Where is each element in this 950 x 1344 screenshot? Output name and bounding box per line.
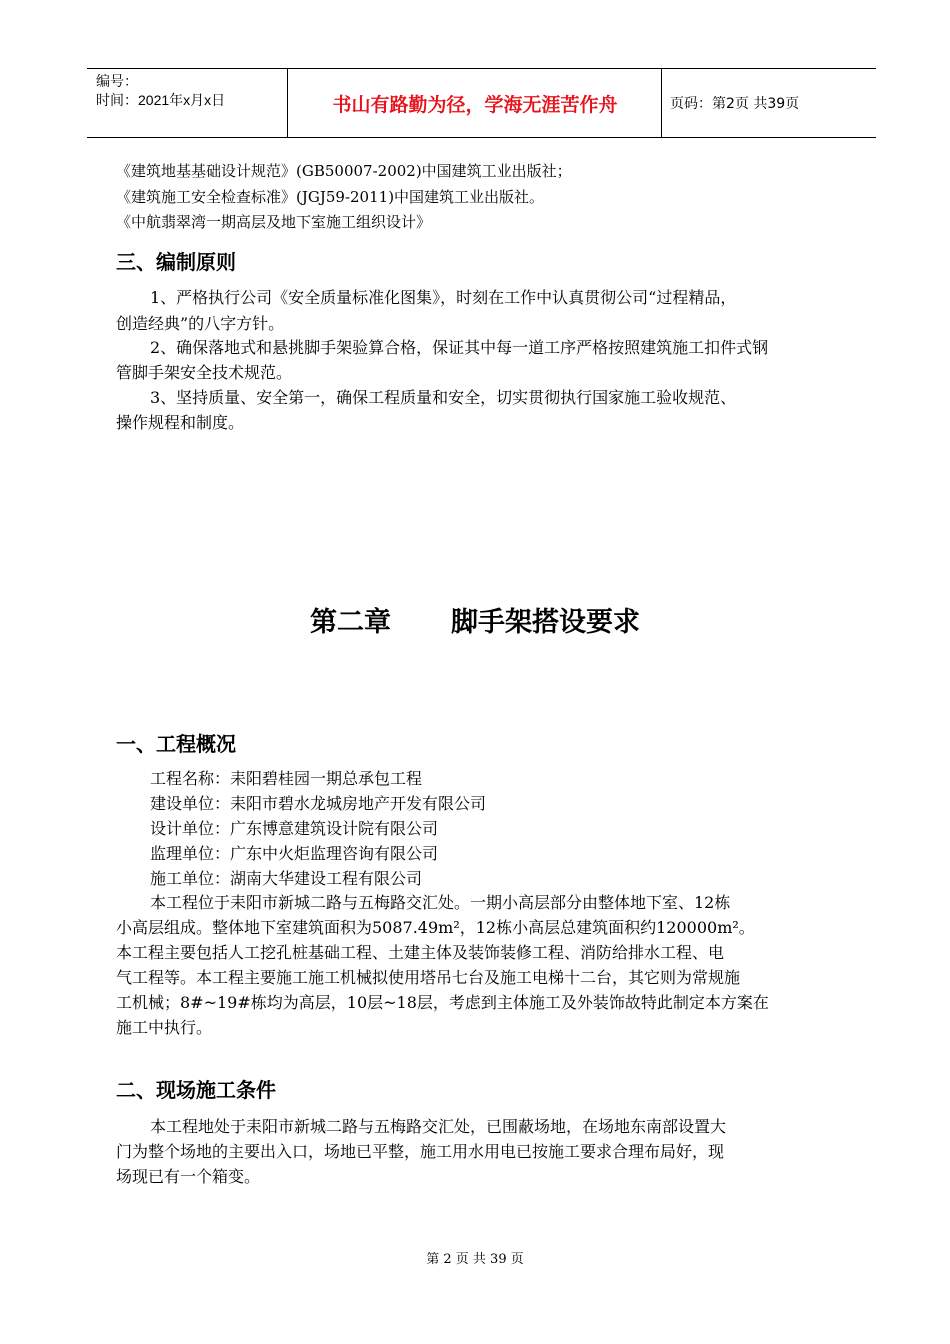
header-number: 编号： <box>96 73 138 89</box>
chapter-number: 第二章 <box>310 607 391 638</box>
paragraph-line: 本工程位于耒阳市新城二路与五梅路交汇处。一期小高层部分由整体地下室、12栋 <box>150 893 731 912</box>
paragraph-line: 工机械；8#~19#栋均为高层，10层~18层，考虑到主体施工及外装饰故特此制定本方案在 <box>116 993 769 1012</box>
reference-item: 《建筑施工安全检查标准》(JGJ59-2011)中国建筑工业出版社。 <box>116 188 545 206</box>
chapter-name: 脚手架搭设要求 <box>451 607 640 638</box>
info-line: 工程名称：耒阳碧桂园一期总承包工程 <box>150 769 423 788</box>
section-heading: 一、工程概况 <box>116 732 236 756</box>
paragraph-line: 本工程主要包括人工挖孔桩基础工程、土建主体及装饰装修工程、消防给排水工程、电 <box>116 943 725 962</box>
reference-item: 《中航翡翠湾一期高层及地下室施工组织设计》 <box>116 213 432 231</box>
info-line: 建设单位：耒阳市碧水龙城房地产开发有限公司 <box>150 794 487 813</box>
header-time: 时间：2021年x月x日 <box>96 92 226 108</box>
paragraph-line: 小高层组成。整体地下室建筑面积为5087.49m²，12栋小高层总建筑面积约120000m²。 <box>116 918 755 937</box>
header-divider <box>661 69 662 137</box>
info-line: 施工单位：湖南大华建设工程有限公司 <box>150 869 423 888</box>
paragraph-line: 1、严格执行公司《安全质量标准化图集》，时刻在工作中认真贯彻公司“过程精品， <box>150 288 737 307</box>
paragraph-line: 3、坚持质量、安全第一，确保工程质量和安全，切实贯彻执行国家施工验收规范、 <box>150 388 737 407</box>
paragraph-line: 门为整个场地的主要出入口，场地已平整，施工用水用电已按施工要求合理布局好，现 <box>116 1142 725 1161</box>
paragraph-line: 操作规程和制度。 <box>116 413 245 432</box>
section-heading: 二、现场施工条件 <box>116 1078 276 1102</box>
reference-item: 《建筑地基基础设计规范》(GB50007-2002)中国建筑工业出版社； <box>116 162 572 180</box>
paragraph-line: 管脚手架安全技术规范。 <box>116 363 293 382</box>
paragraph-line: 本工程地处于耒阳市新城二路与五梅路交汇处，已围蔽场地，在场地东南部设置大 <box>150 1117 727 1136</box>
paragraph-line: 2、确保落地式和悬挑脚手架验算合格，保证其中每一道工序严格按照建筑施工扣件式钢 <box>150 338 769 357</box>
page-footer: 第 2 页 共 39 页 <box>426 1252 524 1267</box>
header-divider <box>287 69 288 137</box>
section-heading: 三、编制原则 <box>116 250 236 274</box>
paragraph-line: 场现已有一个箱变。 <box>116 1167 261 1186</box>
paragraph-line: 创造经典”的八字方针。 <box>116 314 285 333</box>
paragraph-line: 施工中执行。 <box>116 1018 213 1037</box>
info-line: 设计单位：广东博意建筑设计院有限公司 <box>150 819 439 838</box>
info-line: 监理单位：广东中火炬监理咨询有限公司 <box>150 844 439 863</box>
header-meta <box>96 72 225 110</box>
chapter-title <box>0 600 950 639</box>
paragraph-line: 气工程等。本工程主要施工施工机械拟使用塔吊七台及施工电梯十二台，其它则为常规施 <box>116 968 741 987</box>
header-motto: 书山有路勤为径，学海无涯苦作舟 <box>332 93 618 116</box>
header-page-number: 页码：第2页 共39页 <box>670 96 800 112</box>
page-header <box>87 68 876 138</box>
